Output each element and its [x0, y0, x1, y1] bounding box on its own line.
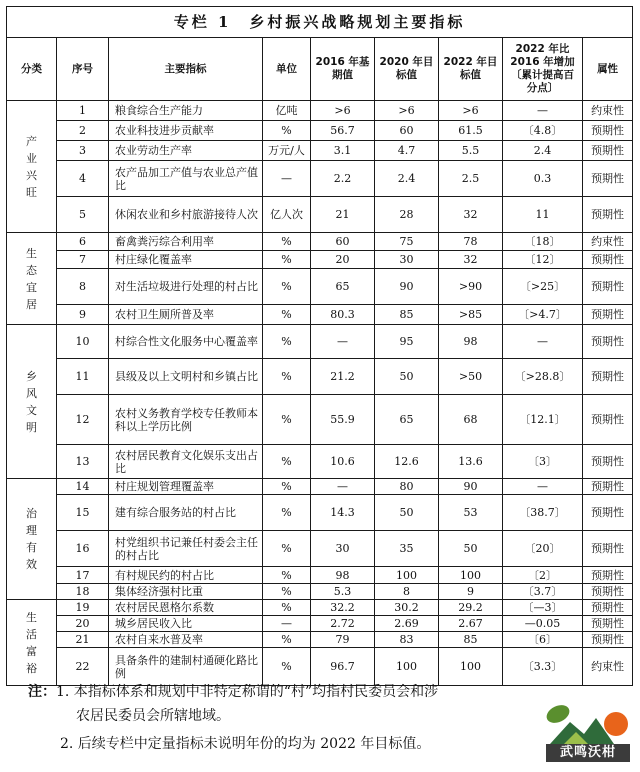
- base-2016-cell: 79: [311, 632, 375, 648]
- indicator-table: [6, 6, 633, 686]
- indicator-name: 粮食综合生产能力: [109, 101, 263, 121]
- unit-cell: %: [263, 305, 311, 325]
- increase-cell: 〔4.8〕: [503, 121, 583, 141]
- increase-cell: 〔—3〕: [503, 600, 583, 616]
- row-number: 10: [57, 325, 109, 359]
- target-2022-cell: 85: [439, 632, 503, 648]
- indicator-name: 农村居民教育文化娱乐支出占比: [109, 445, 263, 479]
- header-category: 分类: [7, 38, 57, 101]
- indicator-name: 村党组织书记兼任村委会主任的村占比: [109, 531, 263, 567]
- table-row: [7, 395, 633, 445]
- base-2016-cell: 10.6: [311, 445, 375, 479]
- attribute-cell: 预期性: [583, 359, 633, 395]
- row-number: 2: [57, 121, 109, 141]
- row-number: 6: [57, 233, 109, 251]
- row-number: 8: [57, 269, 109, 305]
- target-2022-cell: 5.5: [439, 141, 503, 161]
- target-2020-cell: 12.6: [375, 445, 439, 479]
- base-2016-cell: 56.7: [311, 121, 375, 141]
- base-2016-cell: 3.1: [311, 141, 375, 161]
- category-label: 生态宜居: [26, 246, 37, 311]
- row-number: 5: [57, 197, 109, 233]
- table-row: [7, 359, 633, 395]
- unit-cell: %: [263, 233, 311, 251]
- indicator-name: 畜禽粪污综合利用率: [109, 233, 263, 251]
- row-number: 22: [57, 648, 109, 686]
- target-2022-cell: 100: [439, 567, 503, 584]
- row-number: 17: [57, 567, 109, 584]
- table-row: [7, 197, 633, 233]
- target-2020-cell: 30.2: [375, 600, 439, 616]
- row-number: 9: [57, 305, 109, 325]
- indicator-name: 农村自来水普及率: [109, 632, 263, 648]
- note-1-line-2: 农居民委员会所辖地域。: [76, 708, 230, 724]
- category-cell: [7, 479, 57, 600]
- target-2022-cell: 29.2: [439, 600, 503, 616]
- indicator-name: 农业劳动生产率: [109, 141, 263, 161]
- header-target-2020: 2020 年目标值: [375, 38, 439, 101]
- base-2016-cell: 60: [311, 233, 375, 251]
- unit-cell: 亿吨: [263, 101, 311, 121]
- note-2: 2. 后续专栏中定量指标未说明年份的均为 2022 年目标值。: [60, 736, 431, 752]
- attribute-cell: 预期性: [583, 495, 633, 531]
- target-2022-cell: 50: [439, 531, 503, 567]
- increase-cell: 〔3.7〕: [503, 584, 583, 600]
- target-2022-cell: 68: [439, 395, 503, 445]
- base-2016-cell: 20: [311, 251, 375, 269]
- category-label: 产业兴旺: [26, 134, 37, 199]
- table-row: [7, 495, 633, 531]
- header-increase: 2022 年比 2016 年增加〔累计提高百分点〕: [503, 38, 583, 101]
- table-row: [7, 161, 633, 197]
- target-2022-cell: >85: [439, 305, 503, 325]
- attribute-cell: 约束性: [583, 101, 633, 121]
- target-2020-cell: 60: [375, 121, 439, 141]
- indicator-name: 休闲农业和乡村旅游接待人次: [109, 197, 263, 233]
- base-2016-cell: 96.7: [311, 648, 375, 686]
- target-2020-cell: 4.7: [375, 141, 439, 161]
- unit-cell: %: [263, 359, 311, 395]
- unit-cell: %: [263, 531, 311, 567]
- row-number: 4: [57, 161, 109, 197]
- target-2022-cell: 32: [439, 197, 503, 233]
- increase-cell: —: [503, 325, 583, 359]
- increase-cell: 〔3〕: [503, 445, 583, 479]
- attribute-cell: 预期性: [583, 251, 633, 269]
- increase-cell: —: [503, 101, 583, 121]
- unit-cell: 亿人次: [263, 197, 311, 233]
- attribute-cell: 预期性: [583, 161, 633, 197]
- increase-cell: 〔38.7〕: [503, 495, 583, 531]
- unit-cell: %: [263, 251, 311, 269]
- unit-cell: %: [263, 567, 311, 584]
- header-target-2022: 2022 年目标值: [439, 38, 503, 101]
- target-2022-cell: 2.5: [439, 161, 503, 197]
- indicator-name: 农村义务教育学校专任教师本科以上学历比例: [109, 395, 263, 445]
- attribute-cell: 预期性: [583, 141, 633, 161]
- table-row: [7, 101, 633, 121]
- target-2020-cell: 2.69: [375, 616, 439, 632]
- target-2020-cell: 2.4: [375, 161, 439, 197]
- unit-cell: %: [263, 648, 311, 686]
- indicator-name: 农业科技进步贡献率: [109, 121, 263, 141]
- target-2022-cell: 13.6: [439, 445, 503, 479]
- base-2016-cell: 30: [311, 531, 375, 567]
- target-2022-cell: 9: [439, 584, 503, 600]
- category-label: 生活富裕: [26, 610, 37, 675]
- increase-cell: 11: [503, 197, 583, 233]
- row-number: 19: [57, 600, 109, 616]
- increase-cell: —0.05: [503, 616, 583, 632]
- header-unit: 单位: [263, 38, 311, 101]
- base-2016-cell: 21: [311, 197, 375, 233]
- indicator-name: 建有综合服务站的村占比: [109, 495, 263, 531]
- indicator-name: 村综合性文化服务中心覆盖率: [109, 325, 263, 359]
- increase-cell: 〔>4.7〕: [503, 305, 583, 325]
- target-2020-cell: 30: [375, 251, 439, 269]
- indicator-name: 农村居民恩格尔系数: [109, 600, 263, 616]
- note-1-line-1: 1. 本指标体系和规划中非特定称谓的“村”均指村民委员会和涉: [56, 684, 439, 700]
- row-number: 21: [57, 632, 109, 648]
- increase-cell: 〔>25〕: [503, 269, 583, 305]
- indicator-name: 具备条件的建制村通硬化路比例: [109, 648, 263, 686]
- table-row: [7, 445, 633, 479]
- increase-cell: 〔>28.8〕: [503, 359, 583, 395]
- table-row: [7, 584, 633, 600]
- increase-cell: 〔2〕: [503, 567, 583, 584]
- attribute-cell: 预期性: [583, 445, 633, 479]
- indicator-name: 农村卫生厕所普及率: [109, 305, 263, 325]
- target-2022-cell: >90: [439, 269, 503, 305]
- row-number: 13: [57, 445, 109, 479]
- row-number: 3: [57, 141, 109, 161]
- target-2020-cell: 35: [375, 531, 439, 567]
- base-2016-cell: 32.2: [311, 600, 375, 616]
- row-number: 1: [57, 101, 109, 121]
- unit-cell: %: [263, 395, 311, 445]
- unit-cell: %: [263, 600, 311, 616]
- indicator-name: 集体经济强村比重: [109, 584, 263, 600]
- base-2016-cell: 55.9: [311, 395, 375, 445]
- category-cell: [7, 233, 57, 325]
- attribute-cell: 预期性: [583, 632, 633, 648]
- table-row: [7, 121, 633, 141]
- category-cell: [7, 600, 57, 686]
- table-row: [7, 616, 633, 632]
- target-2022-cell: 32: [439, 251, 503, 269]
- row-number: 11: [57, 359, 109, 395]
- category-label: 乡风文明: [26, 369, 37, 434]
- base-2016-cell: 80.3: [311, 305, 375, 325]
- indicator-name: 城乡居民收入比: [109, 616, 263, 632]
- table-row: [7, 567, 633, 584]
- unit-cell: %: [263, 495, 311, 531]
- base-2016-cell: 2.72: [311, 616, 375, 632]
- target-2020-cell: 100: [375, 648, 439, 686]
- indicator-sheet: [6, 6, 632, 686]
- attribute-cell: 约束性: [583, 648, 633, 686]
- attribute-cell: 预期性: [583, 567, 633, 584]
- target-2020-cell: 75: [375, 233, 439, 251]
- attribute-cell: 预期性: [583, 600, 633, 616]
- table-row: [7, 233, 633, 251]
- table-row: [7, 325, 633, 359]
- increase-cell: 〔12.1〕: [503, 395, 583, 445]
- attribute-cell: 预期性: [583, 479, 633, 495]
- target-2020-cell: 65: [375, 395, 439, 445]
- row-number: 7: [57, 251, 109, 269]
- increase-cell: 〔20〕: [503, 531, 583, 567]
- attribute-cell: 预期性: [583, 121, 633, 141]
- base-2016-cell: 21.2: [311, 359, 375, 395]
- base-2016-cell: —: [311, 479, 375, 495]
- row-number: 12: [57, 395, 109, 445]
- indicator-name: 村庄规划管理覆盖率: [109, 479, 263, 495]
- increase-cell: 〔12〕: [503, 251, 583, 269]
- notes-label: 注：: [28, 684, 56, 700]
- base-2016-cell: 5.3: [311, 584, 375, 600]
- increase-cell: 〔3.3〕: [503, 648, 583, 686]
- attribute-cell: 预期性: [583, 531, 633, 567]
- table-title: 专栏 1 乡村振兴战略规划主要指标: [7, 7, 633, 38]
- base-2016-cell: 14.3: [311, 495, 375, 531]
- target-2020-cell: 80: [375, 479, 439, 495]
- logo-wordmark: 武鸣沃柑: [546, 744, 630, 762]
- increase-cell: 0.3: [503, 161, 583, 197]
- category-cell: [7, 101, 57, 233]
- attribute-cell: 预期性: [583, 325, 633, 359]
- table-row: [7, 305, 633, 325]
- indicator-name: 农产品加工产值与农业总产值比: [109, 161, 263, 197]
- unit-cell: 万元/人: [263, 141, 311, 161]
- target-2020-cell: 50: [375, 495, 439, 531]
- table-row: [7, 141, 633, 161]
- target-2022-cell: 100: [439, 648, 503, 686]
- unit-cell: %: [263, 445, 311, 479]
- row-number: 18: [57, 584, 109, 600]
- target-2022-cell: 98: [439, 325, 503, 359]
- row-number: 20: [57, 616, 109, 632]
- target-2020-cell: >6: [375, 101, 439, 121]
- unit-cell: —: [263, 161, 311, 197]
- base-2016-cell: 98: [311, 567, 375, 584]
- header-attribute: 属性: [583, 38, 633, 101]
- unit-cell: %: [263, 269, 311, 305]
- target-2022-cell: 53: [439, 495, 503, 531]
- base-2016-cell: 2.2: [311, 161, 375, 197]
- target-2020-cell: 8: [375, 584, 439, 600]
- target-2022-cell: 2.67: [439, 616, 503, 632]
- unit-cell: %: [263, 325, 311, 359]
- header-number: 序号: [57, 38, 109, 101]
- table-row: [7, 269, 633, 305]
- indicator-name: 对生活垃圾进行处理的村占比: [109, 269, 263, 305]
- unit-cell: %: [263, 479, 311, 495]
- indicator-name: 村庄绿化覆盖率: [109, 251, 263, 269]
- attribute-cell: 预期性: [583, 197, 633, 233]
- target-2022-cell: 78: [439, 233, 503, 251]
- target-2022-cell: 90: [439, 479, 503, 495]
- target-2020-cell: 95: [375, 325, 439, 359]
- header-base-2016: 2016 年基期值: [311, 38, 375, 101]
- base-2016-cell: >6: [311, 101, 375, 121]
- target-2020-cell: 50: [375, 359, 439, 395]
- attribute-cell: 预期性: [583, 395, 633, 445]
- increase-cell: 〔6〕: [503, 632, 583, 648]
- row-number: 14: [57, 479, 109, 495]
- target-2020-cell: 90: [375, 269, 439, 305]
- table-row: [7, 632, 633, 648]
- table-row: [7, 600, 633, 616]
- target-2020-cell: 85: [375, 305, 439, 325]
- table-header-row: [7, 38, 633, 101]
- target-2022-cell: >6: [439, 101, 503, 121]
- base-2016-cell: 65: [311, 269, 375, 305]
- target-2020-cell: 28: [375, 197, 439, 233]
- indicator-name: 有村规民约的村占比: [109, 567, 263, 584]
- target-2022-cell: >50: [439, 359, 503, 395]
- unit-cell: %: [263, 584, 311, 600]
- target-2022-cell: 61.5: [439, 121, 503, 141]
- table-row: [7, 251, 633, 269]
- header-indicator: 主要指标: [109, 38, 263, 101]
- target-2020-cell: 100: [375, 567, 439, 584]
- row-number: 16: [57, 531, 109, 567]
- base-2016-cell: —: [311, 325, 375, 359]
- category-label: 治理有效: [26, 507, 37, 571]
- category-cell: [7, 325, 57, 479]
- target-2020-cell: 83: [375, 632, 439, 648]
- increase-cell: 〔18〕: [503, 233, 583, 251]
- unit-cell: %: [263, 632, 311, 648]
- attribute-cell: 预期性: [583, 616, 633, 632]
- table-row: [7, 531, 633, 567]
- increase-cell: 2.4: [503, 141, 583, 161]
- unit-cell: —: [263, 616, 311, 632]
- attribute-cell: 约束性: [583, 233, 633, 251]
- indicator-name: 县级及以上文明村和乡镇占比: [109, 359, 263, 395]
- attribute-cell: 预期性: [583, 269, 633, 305]
- row-number: 15: [57, 495, 109, 531]
- unit-cell: %: [263, 121, 311, 141]
- attribute-cell: 预期性: [583, 584, 633, 600]
- increase-cell: —: [503, 479, 583, 495]
- attribute-cell: 预期性: [583, 305, 633, 325]
- table-row: [7, 479, 633, 495]
